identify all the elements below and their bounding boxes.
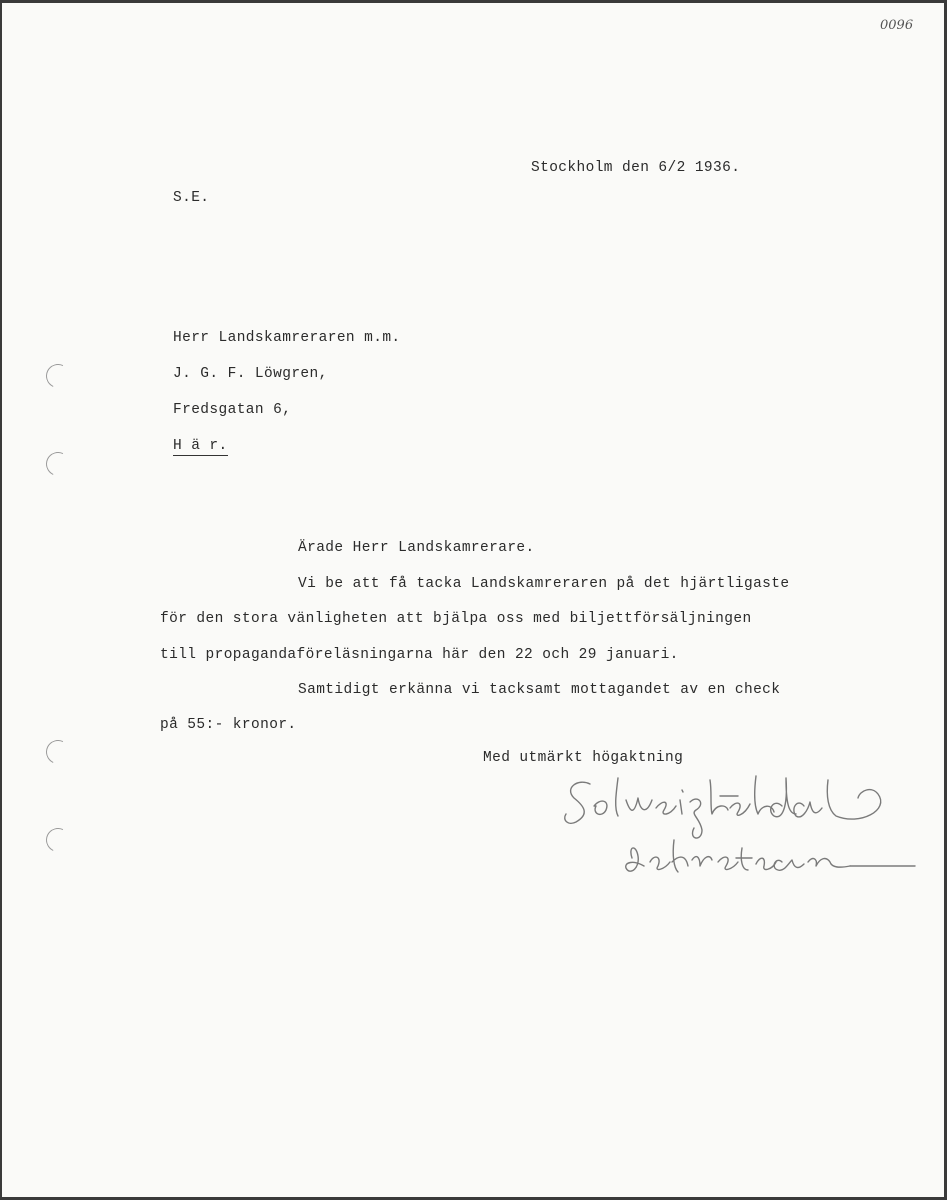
recipient-line xyxy=(173,438,228,454)
signature-title-stroke xyxy=(672,840,688,872)
signature-name-stroke xyxy=(730,803,750,815)
signature-title-stroke xyxy=(718,857,738,869)
closing-line: Med utmärkt högaktning xyxy=(483,750,684,766)
date-line: Stockholm den 6/2 1936. xyxy=(531,160,741,176)
signature-name-stroke xyxy=(626,798,652,810)
salutation: Ärade Herr Landskamrerare. xyxy=(298,540,535,556)
signature-name-stroke xyxy=(680,790,683,814)
signature-name-stroke xyxy=(616,778,618,816)
signature-title-stroke xyxy=(692,857,712,866)
signature-name-stroke xyxy=(656,802,676,814)
body-line: på 55:- kronor. xyxy=(160,717,297,733)
punch-hole xyxy=(43,825,74,856)
signature-name-stroke xyxy=(565,782,590,823)
page-edge-top xyxy=(0,0,947,3)
punch-hole xyxy=(43,361,74,392)
handwritten-signature xyxy=(560,770,920,890)
recipient-line: Herr Landskamreraren m.m. xyxy=(173,330,401,346)
signature-title-stroke xyxy=(808,859,850,868)
signature-title-stroke xyxy=(650,857,670,869)
punch-hole xyxy=(43,737,74,768)
page-number: 0096 xyxy=(880,18,914,33)
signature-name-stroke xyxy=(594,801,607,814)
signature-title-stroke xyxy=(774,860,804,870)
signature-name-stroke xyxy=(827,780,880,819)
signature-name-stroke xyxy=(710,780,728,814)
body-line: till propagandaföreläsningarna här den 22 och 29 januari. xyxy=(160,647,679,663)
signature-name-stroke xyxy=(690,799,702,838)
signature-title-stroke xyxy=(626,848,644,871)
punch-hole xyxy=(43,449,74,480)
signature-title-stroke xyxy=(736,848,752,870)
body-line: för den stora vänligheten att bjälpa oss med biljettförsäljningen xyxy=(160,611,752,627)
page-edge-left xyxy=(0,0,2,1200)
recipient-line: Fredsgatan 6, xyxy=(173,402,292,418)
signature-name-stroke xyxy=(771,778,796,817)
body-line: Vi be att få tacka Landskamreraren på det hjärtligaste xyxy=(298,576,790,592)
recipient-line: J. G. F. Löwgren, xyxy=(173,366,328,382)
reference-code: S.E. xyxy=(173,190,210,206)
body-line: Samtidigt erkänna vi tacksamt mottagandet av en check xyxy=(298,682,781,698)
signature-name-stroke xyxy=(794,802,822,817)
recipient-location: H ä r. xyxy=(173,438,228,454)
signature-title-stroke xyxy=(756,858,776,869)
